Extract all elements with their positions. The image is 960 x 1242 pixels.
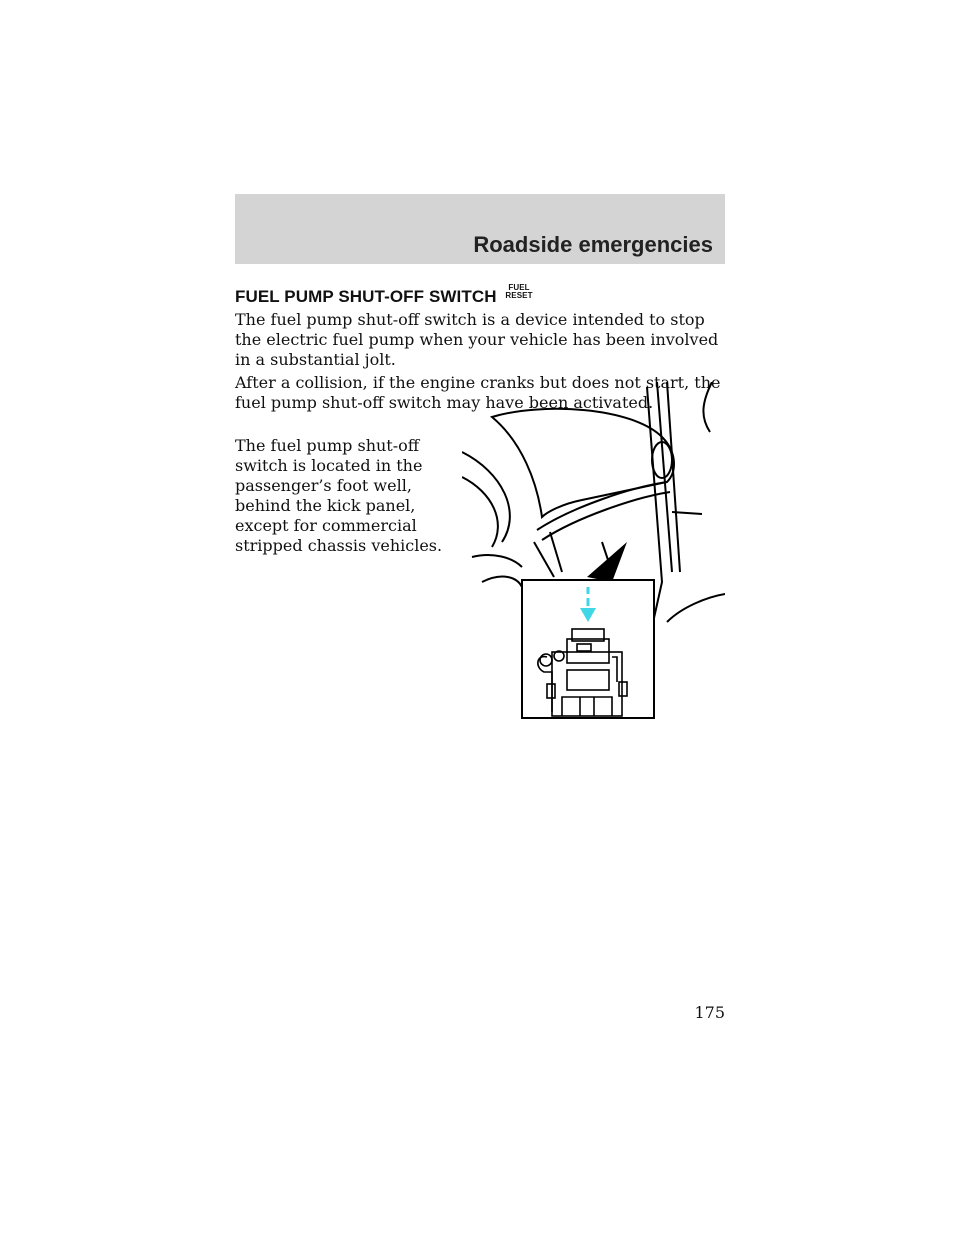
page-number: 175 xyxy=(694,1003,725,1022)
heading-text: FUEL PUMP SHUT-OFF SWITCH xyxy=(235,287,497,306)
pointer-wedge xyxy=(587,542,627,582)
paragraph-location: The fuel pump shut-off switch is located in the passenger’s foot well, behind the kick panel, except for commercial stripped chassis vehicles. xyxy=(235,436,443,555)
section-title: Roadside emergencies xyxy=(473,232,713,257)
section-heading xyxy=(235,284,533,307)
paragraph-collision: After a collision, if the engine cranks but does not start, the fuel pump shut-off switch may have been activated. xyxy=(235,373,721,412)
paragraph-intro: The fuel pump shut-off switch is a device intended to stop the electric fuel pump when your vehicle has been involved in a substantial jolt. xyxy=(235,310,719,369)
kick-panel-illustration xyxy=(462,382,725,722)
fuel-reset-icon xyxy=(505,284,532,300)
icon-line-reset: RESET xyxy=(505,291,533,300)
section-header-band xyxy=(235,194,725,264)
icon-line-fuel: FUEL xyxy=(508,283,530,292)
